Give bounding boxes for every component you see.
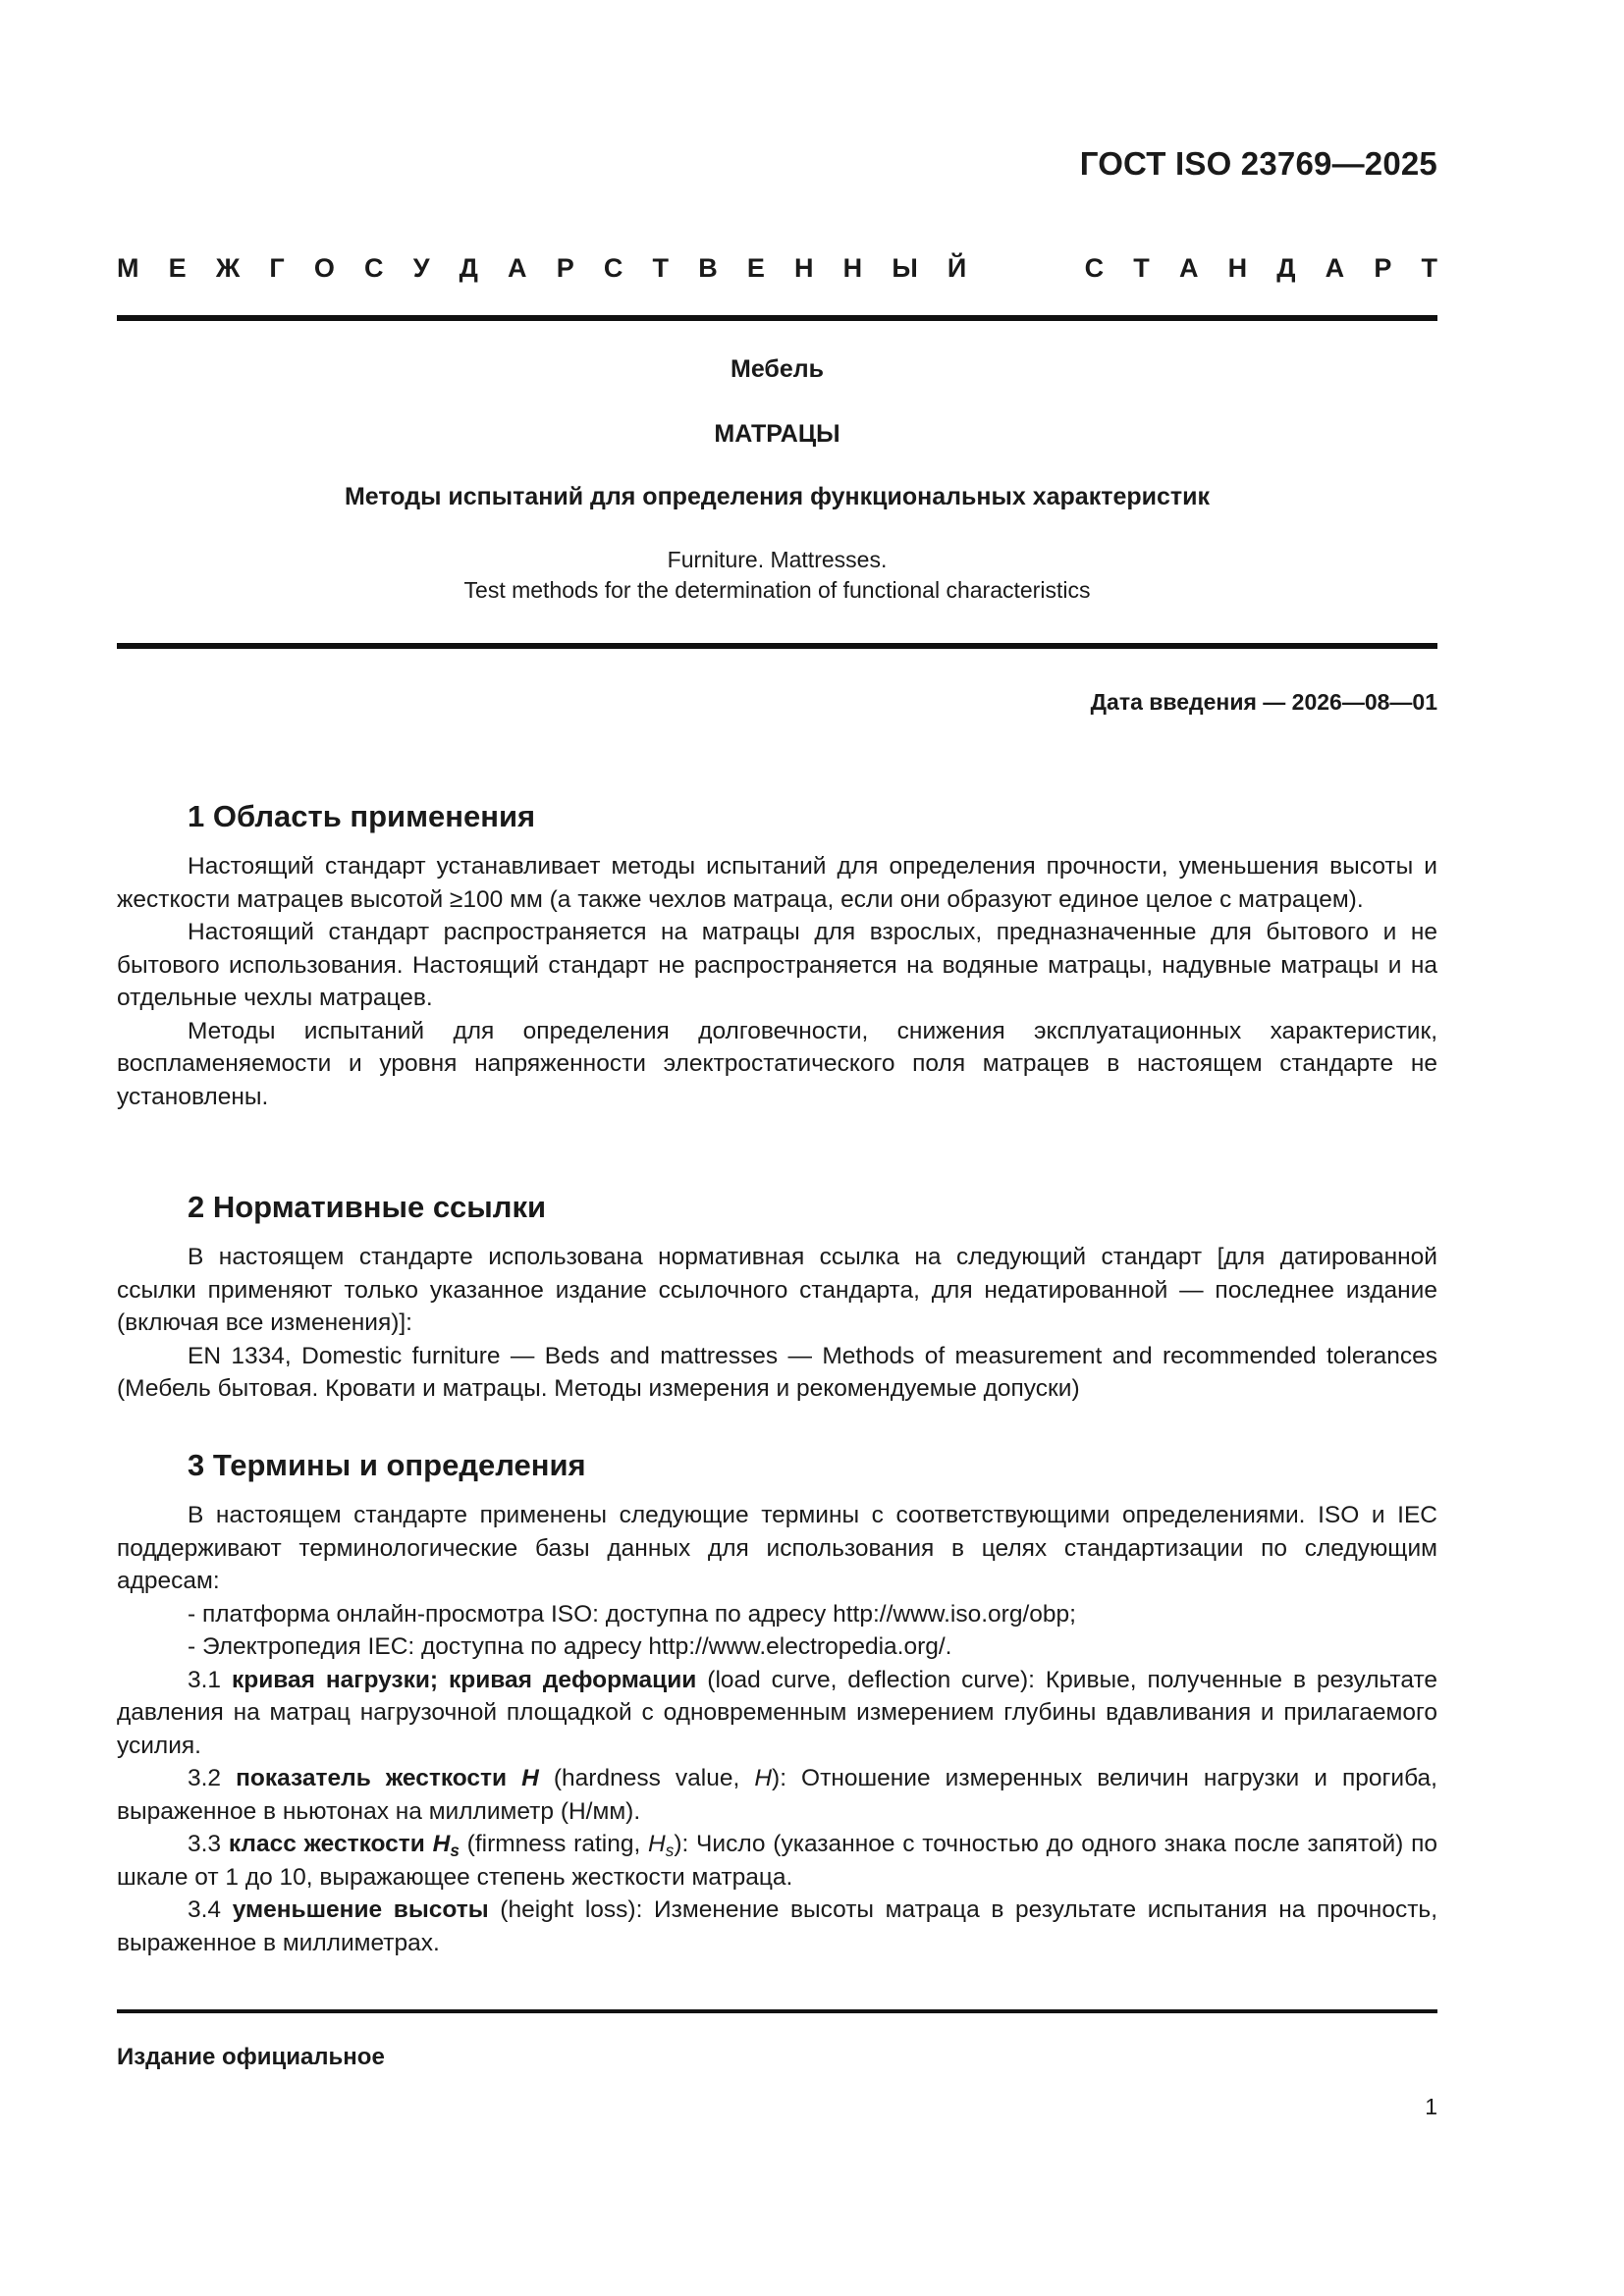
banner-letter: М [117, 253, 139, 283]
paragraph: В настоящем стандарте использована нормативная ссылка на следующий стандарт [для датированной ссылки применяют только указанное издание ссылочного стандарта, для недатированной — последнее издание (включая все изменения)]: [117, 1244, 1437, 1336]
title-mattresses: МАТРАЦЫ [714, 420, 840, 448]
term-symbol: H [521, 1765, 539, 1791]
banner-letter: Д [459, 253, 478, 283]
banner-letter: Е [168, 253, 187, 283]
banner-letter: Т [1133, 253, 1150, 283]
title-english-line-2: Test methods for the determination of functional characteristics [463, 577, 1091, 603]
banner-letter: Н [794, 253, 814, 283]
banner-letter: Е [746, 253, 765, 283]
introduction-date: Дата введения — 2026—08—01 [1090, 689, 1437, 715]
header-rule [117, 315, 1437, 321]
banner-letter: С [364, 253, 384, 283]
banner-letter: Ы [892, 253, 918, 283]
standard-number: ГОСТ ISO 23769—2025 [1079, 145, 1437, 182]
title-furniture: Мебель [731, 355, 824, 383]
banner-letter: Т [652, 253, 670, 283]
term-symbol-subscript: s [450, 1841, 460, 1861]
term-definition: (height loss): Изменение высоты матраца в результате испытания на прочность, выраженное в миллиметрах. [117, 1896, 1437, 1956]
term-3-4 [117, 1894, 1437, 1959]
term-name: кривая нагрузки; кривая деформации [231, 1666, 697, 1693]
term-number: 3.3 [188, 1831, 229, 1857]
section-heading: 3 Термины и определения [188, 1448, 586, 1482]
term-number: 3.2 [188, 1765, 237, 1791]
banner-letter: Й [947, 253, 967, 283]
term-3-3 [117, 1828, 1437, 1894]
term-number: 3.1 [188, 1666, 232, 1693]
banner-letter: Р [1374, 253, 1392, 283]
banner-letter: А [1325, 253, 1345, 283]
section-normative-references [117, 1188, 1437, 1406]
section-terms-definitions [117, 1446, 1437, 1959]
paragraph: Методы испытаний для определения долговечности, снижения эксплуатационных характеристик, воспламеняемости и уровня напряженности электростатического поля матрацев в настоящем стандарте не установлены. [117, 1017, 1437, 1110]
banner-letter: А [1178, 253, 1199, 283]
title-methods: Методы испытаний для определения функциональных характеристик [344, 483, 1211, 510]
banner-letter: Н [842, 253, 863, 283]
section-scope [117, 797, 1437, 1113]
title-english-line-1: Furniture. Mattresses. [667, 547, 888, 572]
term-definition-part: (firmness rating, [459, 1831, 649, 1857]
title-rule [117, 643, 1437, 649]
term-symbol: H [432, 1831, 451, 1857]
term-symbol: H [754, 1765, 773, 1791]
banner-letter: Р [556, 253, 574, 283]
interstate-standard-banner [117, 253, 1437, 284]
banner-letter: Ж [215, 253, 241, 283]
term-definition-part: (hardness value, [538, 1765, 755, 1791]
banner-word-gap [996, 253, 1055, 284]
term-definition: ): Число (указанное с точностью до одного знака после запятой) по шкале от 1 до 10, выражающее степень жесткости матраца. [117, 1831, 1437, 1891]
section-heading: 2 Нормативные ссылки [188, 1190, 547, 1224]
banner-letter: А [508, 253, 527, 283]
banner-letter: Т [1421, 253, 1437, 283]
term-3-2 [117, 1762, 1437, 1828]
footer-rule [117, 2009, 1437, 2013]
banner-letter: Н [1227, 253, 1248, 283]
term-name: класс жесткости [228, 1831, 433, 1857]
paragraph: Настоящий стандарт устанавливает методы испытаний для определения прочности, уменьшения высоты и жесткости матрацев высотой ≥100 мм (а также чехлов матраца, если они образуют единое целое с матрацем). [117, 853, 1437, 913]
list-item: - платформа онлайн-просмотра ISO: доступна по адресу http://www.iso.org/obp; [188, 1600, 1076, 1628]
page-number: 1 [1425, 2094, 1437, 2119]
paragraph: Настоящий стандарт распространяется на матрацы для взрослых, предназначенные для бытового и не бытового использования. Настоящий стандарт не распространяется на водяные матрацы, надувные матрацы и на отдельные чехлы матрацев. [117, 919, 1437, 1011]
banner-letter: Г [269, 253, 285, 283]
term-name: уменьшение высоты [232, 1896, 489, 1923]
term-symbol-subscript: s [665, 1841, 675, 1861]
term-definition: (load curve, deflection curve): Кривые, полученные в результате давления на матрац нагрузочной площадкой с одновременным измерением глубины вдавливания и прилагаемого усилия. [117, 1666, 1438, 1759]
banner-letter: С [603, 253, 623, 283]
term-3-1 [117, 1664, 1437, 1763]
term-symbol: H [648, 1831, 666, 1857]
official-edition-label: Издание официальное [117, 2044, 385, 2070]
section-heading: 1 Область применения [188, 799, 536, 833]
term-definition: ): Отношение измеренных величин нагрузки и прогиба, выраженное в ньютонах на миллиметр (Н/мм). [117, 1765, 1437, 1825]
banner-letter: У [412, 253, 430, 283]
list-item: - Электропедия IEC: доступна по адресу http://www.electropedia.org/. [188, 1633, 952, 1660]
banner-letter: В [698, 253, 718, 283]
paragraph: В настоящем стандарте применены следующие термины с соответствующими определениями. ISO и IEC поддерживают терминологические базы данных для использования в целях стандартизации по следующим адресам: [117, 1502, 1437, 1594]
banner-letter: Д [1276, 253, 1296, 283]
banner-letter: С [1084, 253, 1105, 283]
term-number: 3.4 [188, 1896, 233, 1923]
paragraph: EN 1334, Domestic furniture — Beds and mattresses — Methods of measurement and recommended tolerances (Мебель бытовая. Кровати и матрацы. Методы измерения и рекомендуемые допуски) [117, 1342, 1437, 1402]
term-name: показатель жесткости [236, 1765, 522, 1791]
document-page [117, 0, 1437, 2296]
banner-letter: О [313, 253, 335, 283]
